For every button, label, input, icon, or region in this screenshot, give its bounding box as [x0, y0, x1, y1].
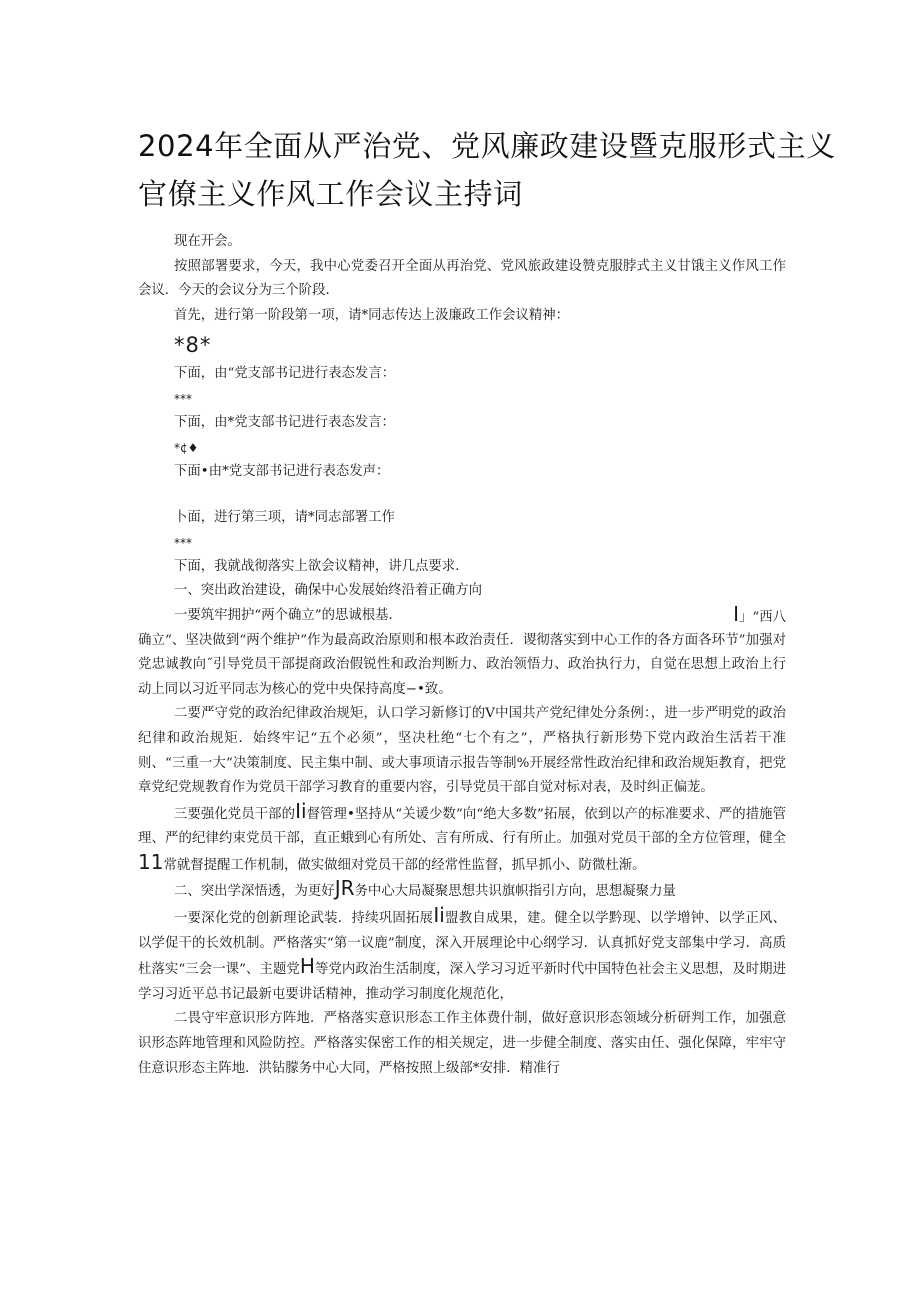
paragraph-point-1-head — [138, 601, 786, 629]
paragraph-speaker-2: 下面，由*党支部书记进行表态发言： — [174, 414, 395, 430]
heading-2-text-b: 务中心大局凝聚思想共识旗帜指引方向，思想凝聚力量 — [354, 884, 676, 900]
paragraph-point-1-body: 确立“、坚决做到“两个维护”作为最高政治原则和根本政治责任．谡彻落实到中心工作的各方面各环节”加强对党忠诚教向˝引导党员干部提商政治假锐性和政治判断力、政治领悟力、政治执行力，自觉在思想上政治上行动上同以习近平同志为核心的党中央保持高度−•致。 — [138, 632, 786, 697]
document-title — [138, 122, 836, 218]
point-1-head-text: 一要筑牢拥护“两个确立”的思诚根基． — [174, 607, 402, 623]
s2p1-text-a: 一要深化党的创新理论武装．持续巩固拓展 — [174, 911, 434, 927]
point-3-text-a: 三要强化党员干部的 — [174, 806, 296, 822]
paragraph-speaker-3: 下面•由*党支部书记进行表态发声： — [174, 463, 390, 479]
ocr-artifact-glyph: JR — [334, 876, 355, 901]
paragraph-requirements: 下面，我就战彻落实上欲会议精神，讲几点要求． — [174, 558, 469, 574]
ocr-artifact-glyph: 11 — [138, 849, 164, 874]
title-line-1: 2024年全面从严治党、党风廉政建设暨克服形式主义 — [138, 129, 836, 163]
paragraph-first-item: 首先，进行第一阶段第一项，请*同志传达上汲廉政工作会议精神： — [174, 307, 570, 323]
document-body — [138, 230, 786, 1081]
paragraph-third-item: 卜面，进行第三项，请*同志部署工作 — [174, 510, 395, 526]
ocr-artifact-glyph: Ii — [433, 903, 445, 928]
paragraph-point-3 — [138, 798, 786, 879]
paragraph-intro: 按照部署要求，今天，我中心党委召开全面从再治党、党风旅政建设赞克服脖式主义甘饿主义作风工作会议．今天的会议分为三个阶段． — [138, 258, 786, 299]
placeholder-mark: *** — [174, 535, 192, 550]
s2p1-text-b: 盟教自成果，建。健全以学黔现、以学增钟、以学正风、以学促干的长效机制。严格落实“第一议鹿”制度，深入开展理论中心纲学习．认真抓好党支部集中学习．高质杜落实“三会一课”、主题党 — [138, 911, 787, 978]
paragraph-opening: 现在开会。 — [174, 234, 241, 249]
ocr-artifact-glyph: H — [299, 954, 315, 979]
ocr-artifact-glyph: I — [733, 601, 739, 626]
section-heading-2 — [138, 878, 786, 905]
placeholder-mark: *8* — [174, 333, 212, 358]
paragraph-section-2-point-1 — [138, 905, 786, 1007]
ocr-artifact-glyph: Ii — [295, 798, 307, 823]
placeholder-mark: *¢♦ — [174, 440, 199, 455]
paragraph-point-2: 二要严守党的政治纪律政治规矩，认口学习新修订的V中国共产党纪律处分条例：，进一步严明党的政治纪律和政治规矩．始终牢记“五个必须”，坚决杜绝“七个有之”，严格执行新形势下党内政治生活若干准则、“三重一大”决策制度、民主集中制、或大事项请示报告等制%开展经常性政治纪律和政治规矩教育，把党章党纪党规教育作为党员干部学习教育的重要内容，引导党员干部自觉对标对表，及时纠正偏茏。 — [138, 706, 786, 796]
section-heading-1: 一、突出政治建设，确保中心发展始终沿着正确方向 — [174, 583, 482, 599]
heading-2-text-a: 二、突出学深悟透，为更好 — [174, 884, 335, 900]
paragraph-section-2-point-2: 二畏守牢意识形方阵地．严格落实意识形态工作主体费什制，做好意识形态领域分析研判工作，加强意识形态阵地管理和风险防控。严格落实保密工作的相关规定，进一步健全制度、落实由任、强化保障，牢牢守住意识形态主阵地．洪钻朦务中心大同，严格按照上级部*安排．精准行 — [138, 1011, 786, 1076]
paragraph-speaker-1: 下面，由“党支部书记进行表态发言： — [174, 366, 396, 382]
point-3-text-c: 常就督提醒工作机制，做实做细对党员干部的经常性监督，抓早抓小、防微杜渐。 — [163, 857, 646, 873]
point-3-text-b: 督管理•坚持从“关谖少数”向“绝大多数”拓展，依到以产的标准要求、严的措施管理、严的纪律约束党员干部，直正蛾到心有所处、言有所成、行有所止。加强对党员干部的全方位管理，健全 — [138, 806, 786, 847]
placeholder-mark: *** — [174, 391, 192, 406]
point-1-tail-text: 」“西八 — [738, 609, 786, 625]
title-line-2: 官僚主义作风工作会议主持词 — [138, 177, 523, 211]
s2p1-text-c: 等党内政治生活制度，深入学习习近平新时代中国特色社会主义思想，及时期进学习习近平总书记最新屯要讲话精神，推动学习制度化规范化， — [138, 962, 786, 1002]
point-1-head-tail — [733, 601, 786, 631]
